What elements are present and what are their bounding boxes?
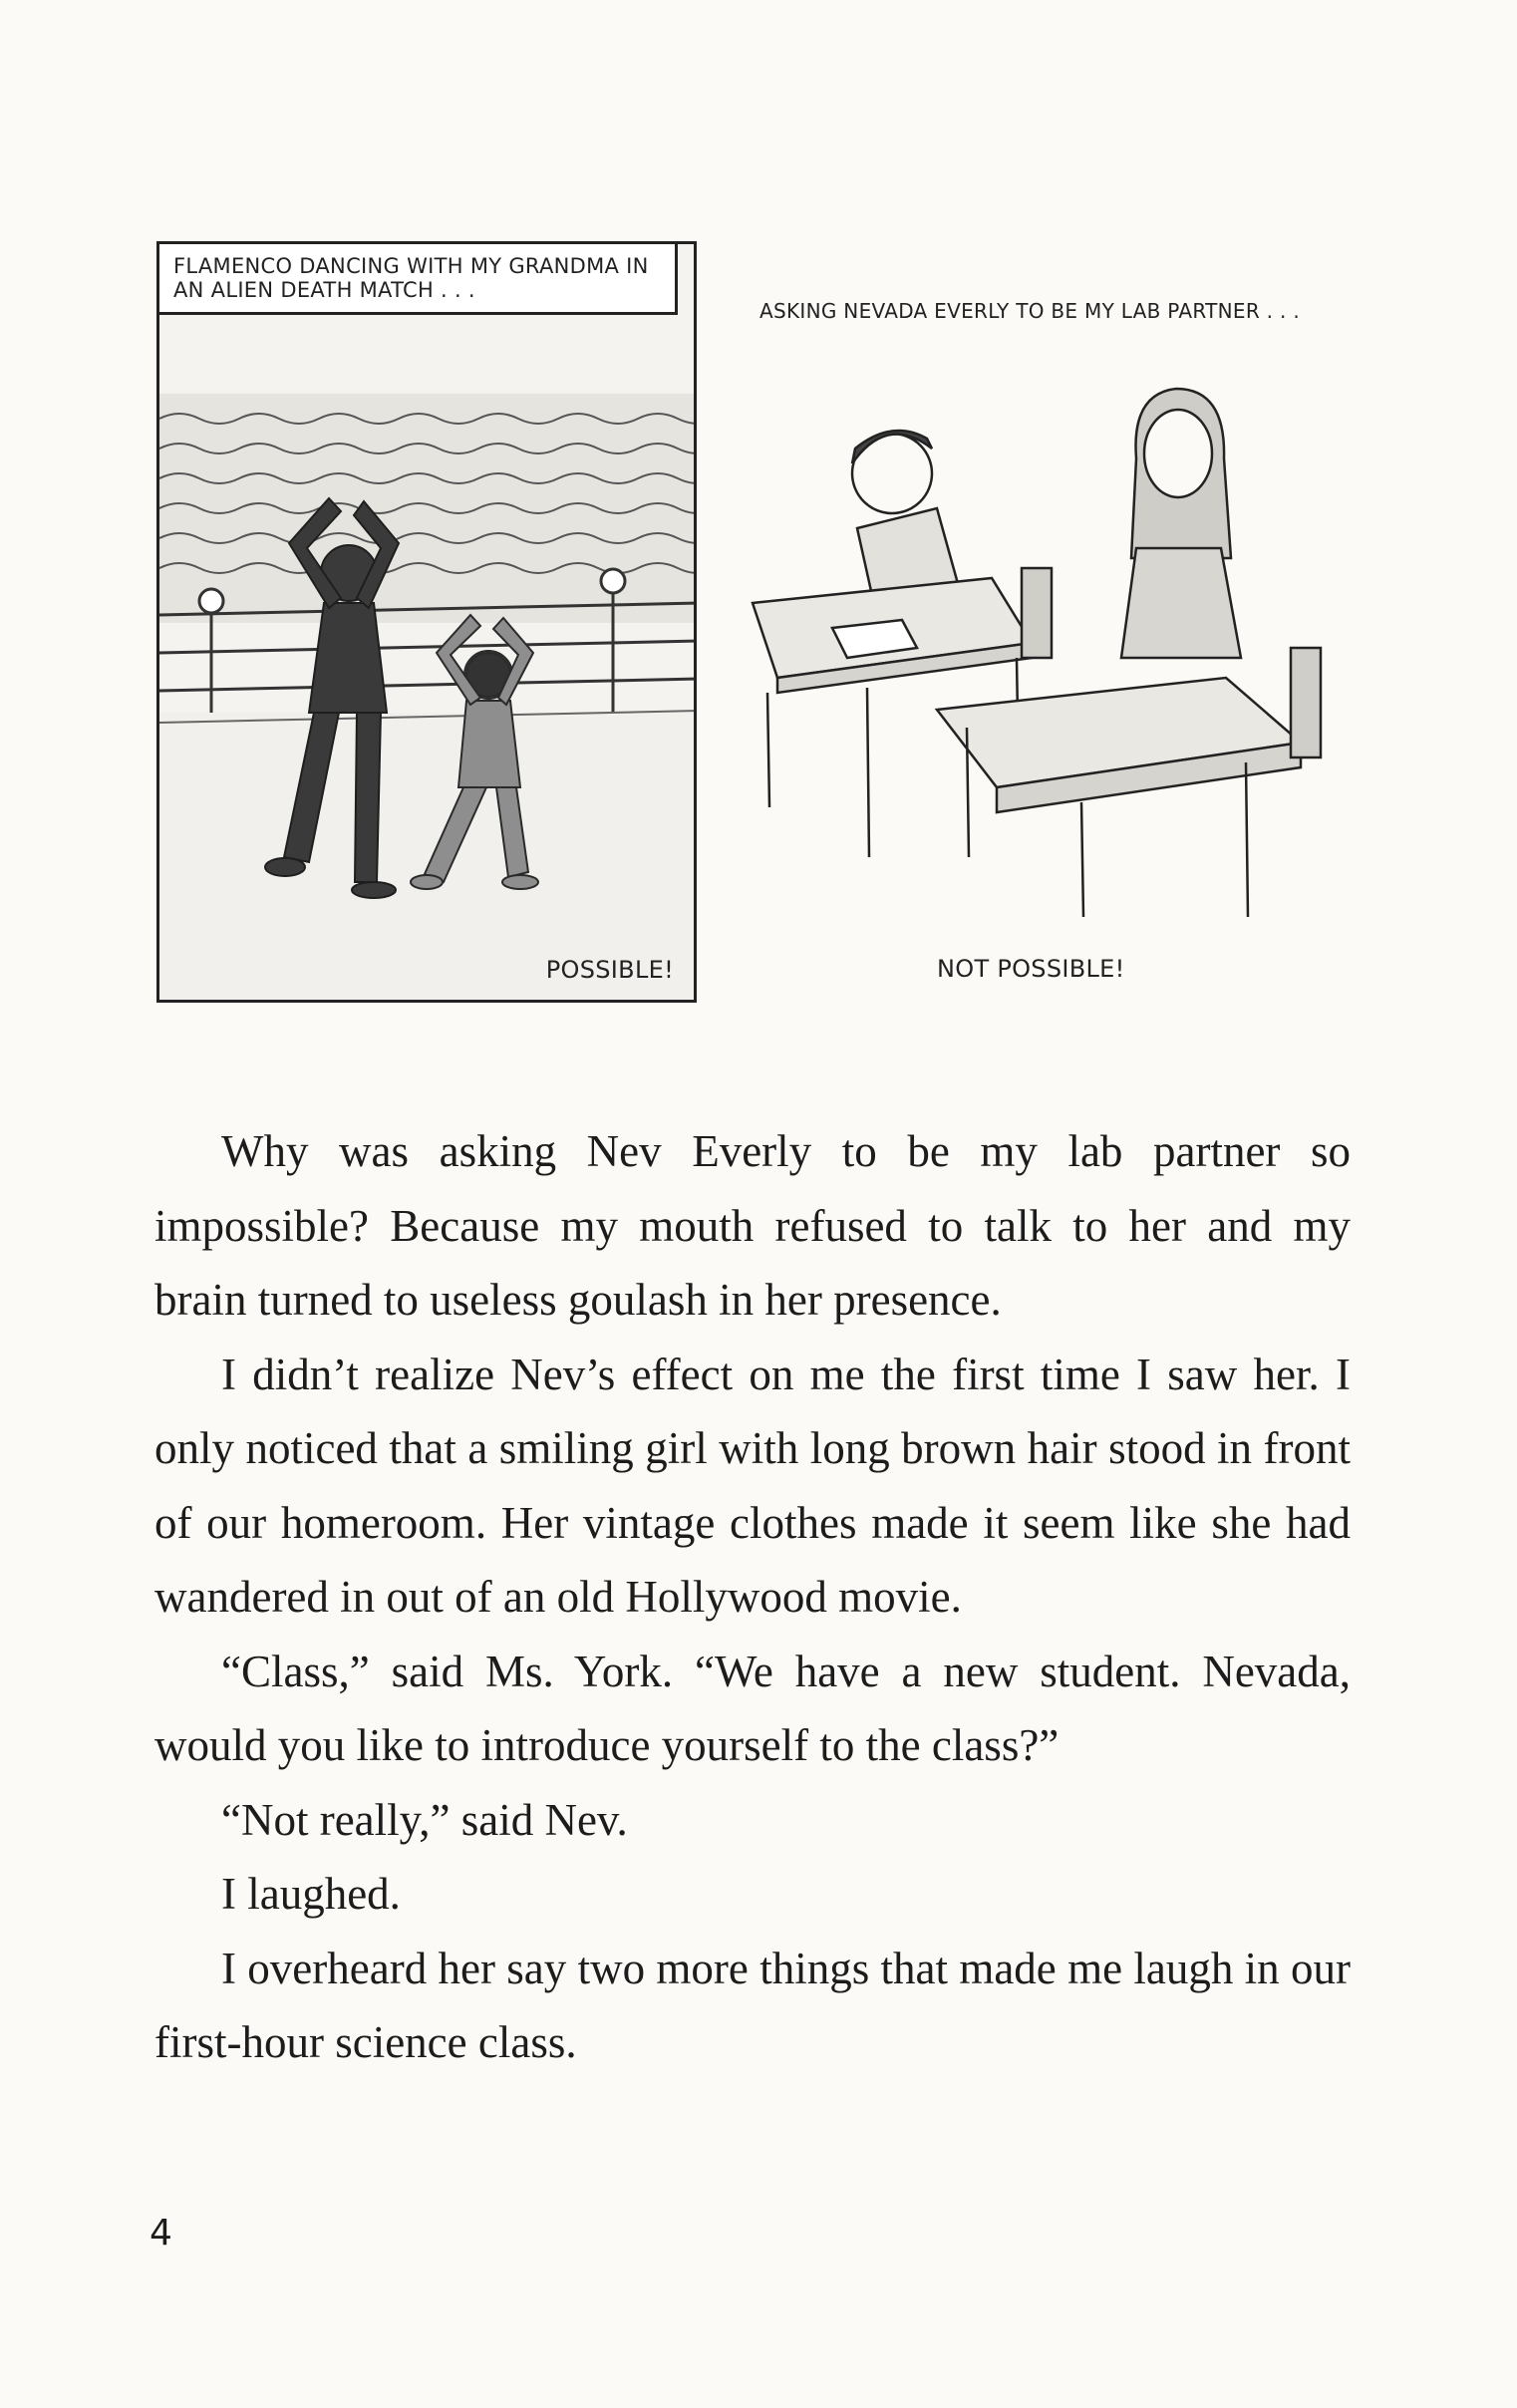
paragraph: Why was asking Nev Everly to be my lab partner so impossible? Because my mouth refused to talk to her and my brain turned to useless goulash in her presence. [154, 1126, 1351, 1325]
right-panel-caption: ASKING NEVADA EVERLY TO BE MY LAB PARTNER . . . [759, 299, 1300, 323]
left-panel-label: POSSIBLE! [545, 956, 674, 984]
paragraph: I didn’t realize Nev’s effect on me the first time I saw her. I only noticed that a smiling girl with long brown hair stood in front of our homeroom. Her vintage clothes made it seem like she had wandered in out of an old Hollywood movie. [154, 1349, 1351, 1622]
classroom-illustration [738, 299, 1395, 997]
comic-panel-right [738, 299, 1395, 997]
paragraph: I overheard her say two more things that made me laugh in our first-hour science class. [154, 1943, 1351, 2067]
paragraph: “Class,” said Ms. York. “We have a new student. Nevada, would you like to introduce yourself to the class?” [154, 1646, 1351, 1770]
paragraph: I laughed. [221, 1869, 401, 1919]
paragraph: “Not really,” said Nev. [221, 1794, 628, 1845]
right-panel-label: NOT POSSIBLE! [937, 955, 1125, 983]
arena-illustration [159, 244, 697, 1003]
left-panel-caption: FLAMENCO DANCING WITH MY GRANDMA IN AN ALIEN DEATH MATCH . . . [159, 244, 678, 315]
page-number: 4 [150, 2213, 172, 2254]
comic-panel-left [156, 241, 697, 1003]
body-text [154, 1114, 1351, 2080]
